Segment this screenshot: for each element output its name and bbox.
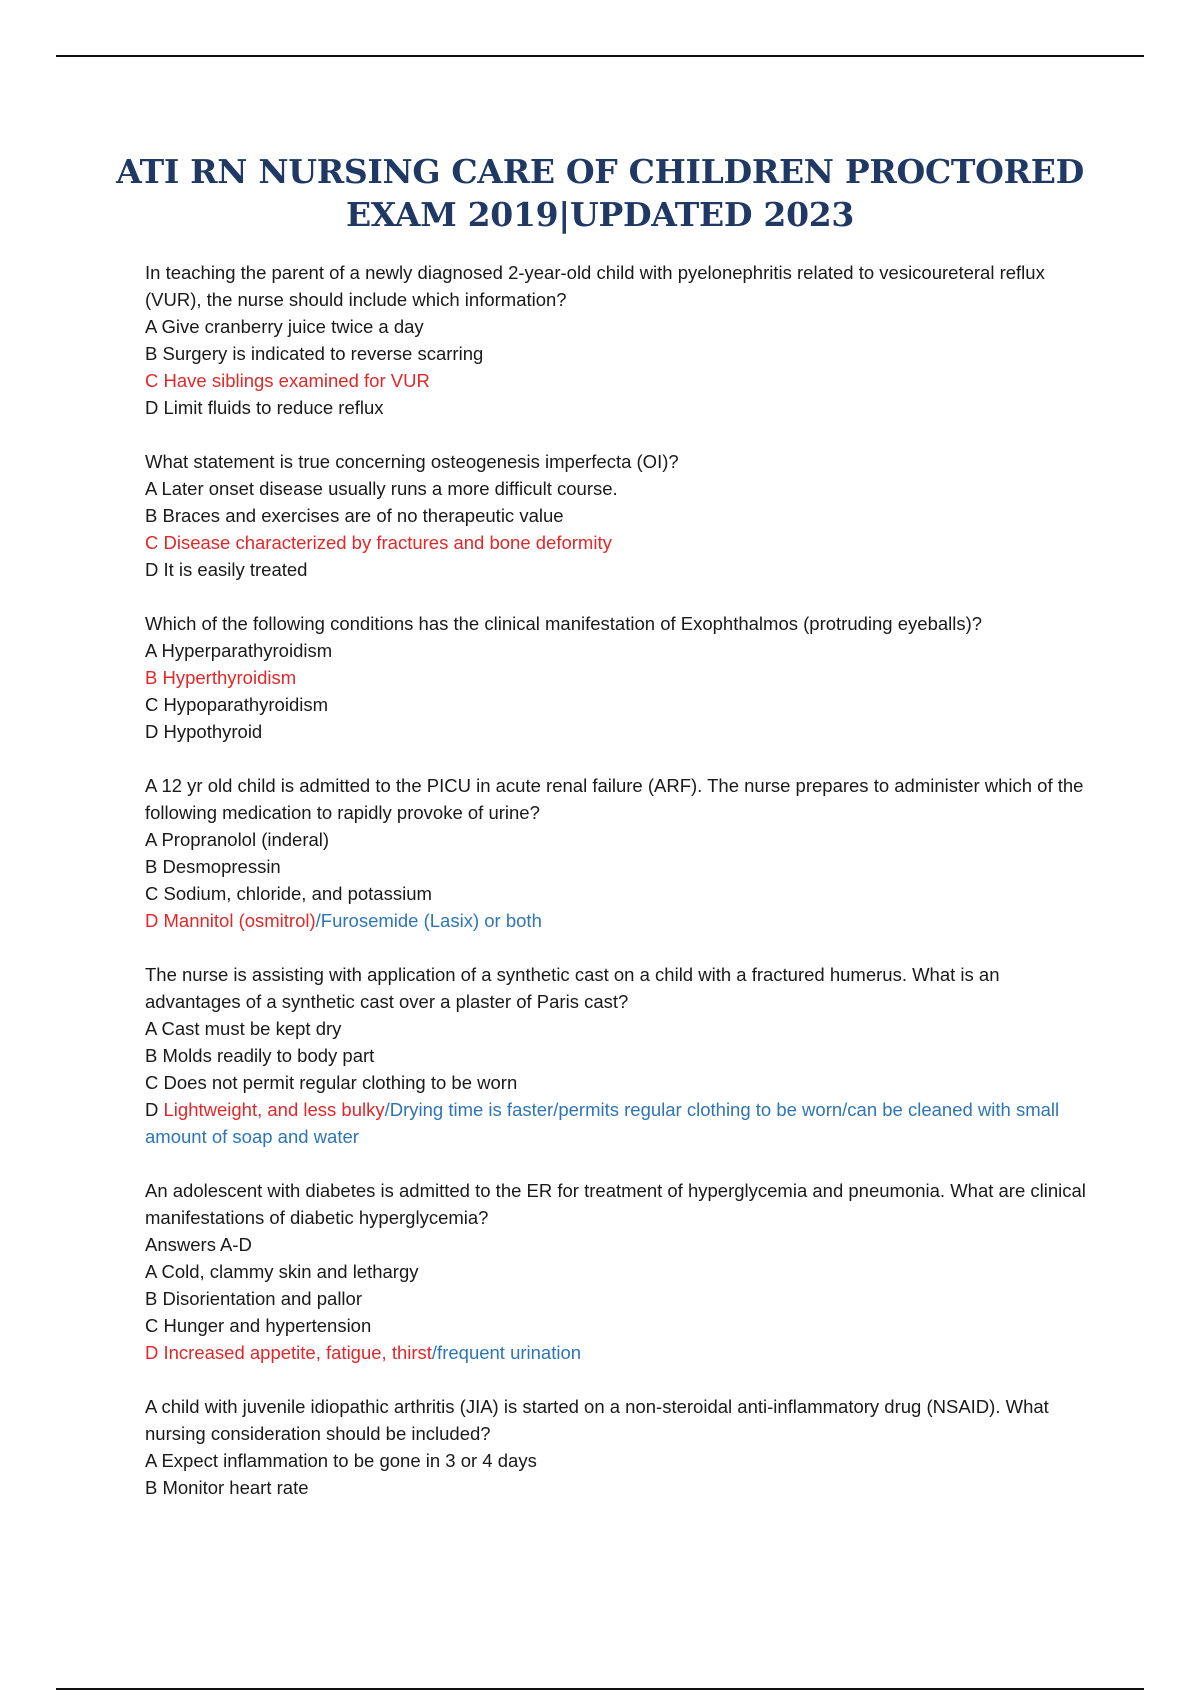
option-c: C Sodium, chloride, and potassium (145, 883, 432, 904)
question-text: A 12 yr old child is admitted to the PICU in acute renal failure (ARF). The nurse prepares to administer which of the following medication to rapidly provoke of urine? (145, 775, 1084, 823)
option-a: A Give cranberry juice twice a day (145, 316, 424, 337)
question-text: A child with juvenile idiopathic arthritis (JIA) is started on a non-steroidal anti-inflammatory drug (NSAID). What nursing consideration should be included? (145, 1396, 1049, 1444)
title-line-1: ATI RN NURSING CARE OF CHILDREN PROCTORED (116, 152, 1084, 191)
document-title (100, 150, 1100, 236)
option-d-correct-answer (145, 907, 1095, 934)
option-a: A Propranolol (inderal) (145, 829, 330, 850)
answer-text: D Mannitol (osmitrol) (145, 910, 316, 931)
option-b: B Disorientation and pallor (145, 1288, 362, 1309)
question-7 (145, 1393, 1095, 1501)
title-line-2: EXAM 2019|UPDATED 2023 (345, 195, 855, 234)
option-b: B Monitor heart rate (145, 1477, 309, 1498)
option-a: A Later onset disease usually runs a more difficult course. (145, 478, 618, 499)
option-d: D It is easily treated (145, 559, 308, 580)
option-c: C Does not permit regular clothing to be worn (145, 1072, 518, 1093)
question-list (145, 259, 1095, 1501)
option-d: D Limit fluids to reduce reflux (145, 397, 384, 418)
question-text: An adolescent with diabetes is admitted to the ER for treatment of hyperglycemia and pneumonia. What are clinical manifestations of diabetic hyperglycemia? (145, 1180, 1086, 1228)
option-b: B Surgery is indicated to reverse scarring (145, 343, 484, 364)
top-rule (56, 55, 1144, 57)
question-5 (145, 961, 1095, 1150)
option-a: A Cast must be kept dry (145, 1018, 342, 1039)
question-text: Which of the following conditions has the clinical manifestation of Exophthalmos (protruding eyeballs)? (145, 613, 983, 634)
option-d-correct-answer (145, 1096, 1095, 1150)
option-d: D Hypothyroid (145, 721, 263, 742)
question-6 (145, 1177, 1095, 1366)
option-b: B Desmopressin (145, 856, 281, 877)
option-b: B Braces and exercises are of no therapeutic value (145, 505, 564, 526)
question-text: In teaching the parent of a newly diagnosed 2-year-old child with pyelonephritis related to vesicoureteral reflux (VUR), the nurse should include which information? (145, 262, 1045, 310)
extra-answer-text: /Drying time is faster/permits regular clothing to be worn/can be cleaned with small amount of soap and water (145, 1099, 1060, 1147)
bottom-rule (56, 1688, 1144, 1690)
option-a: A Cold, clammy skin and lethargy (145, 1261, 419, 1282)
option-d-letter: D (145, 1099, 164, 1120)
question-1 (145, 259, 1095, 421)
question-4 (145, 772, 1095, 934)
question-text: The nurse is assisting with application of a synthetic cast on a child with a fractured humerus. What is an advantages of a synthetic cast over a plaster of Paris cast? (145, 964, 1000, 1012)
option-d-correct-answer (145, 1339, 1095, 1366)
option-b: B Molds readily to body part (145, 1045, 375, 1066)
question-2 (145, 448, 1095, 583)
question-text: What statement is true concerning osteogenesis imperfecta (OI)? (145, 451, 679, 472)
answer-text: Lightweight, and less bulky (163, 1099, 385, 1120)
extra-answer-text: /frequent urination (431, 1342, 582, 1363)
option-a: A Hyperparathyroidism (145, 640, 333, 661)
option-c-correct-answer: C Disease characterized by fractures and bone deformity (145, 532, 612, 553)
answers-label: Answers A-D (145, 1234, 252, 1255)
answer-text: D Increased appetite, fatigue, thirst (145, 1342, 432, 1363)
option-a: A Expect inflammation to be gone in 3 or 4 days (145, 1450, 537, 1471)
option-c: C Hunger and hypertension (145, 1315, 372, 1336)
extra-answer-text: /Furosemide (Lasix) or both (315, 910, 542, 931)
option-c: C Hypoparathyroidism (145, 694, 329, 715)
option-c-correct-answer: C Have siblings examined for VUR (145, 370, 430, 391)
question-3 (145, 610, 1095, 745)
option-b-correct-answer: B Hyperthyroidism (145, 667, 297, 688)
